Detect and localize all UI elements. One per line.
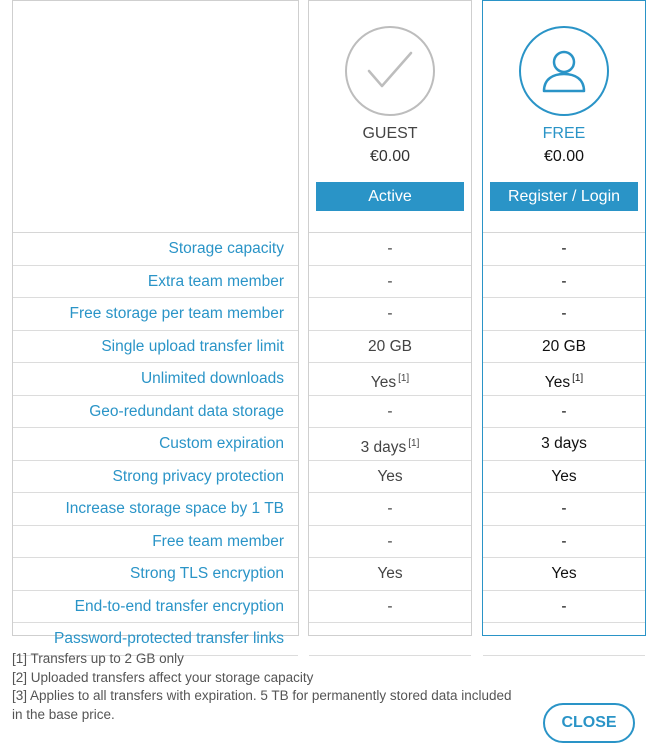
- plan-value-cell: [309, 493, 471, 526]
- plan-value-text: -: [561, 240, 567, 257]
- footnote: [3] Applies to all transfers with expiration. 5 TB for permanently stored data included in the base price.: [12, 688, 512, 722]
- plan-value-text: -: [561, 532, 567, 550]
- plan-value-text: Yes: [551, 467, 577, 485]
- feature-list: [13, 233, 298, 656]
- plan-value-text: -: [561, 597, 567, 615]
- plan-value-text: -: [561, 305, 567, 322]
- plan-value-cell: [483, 363, 645, 396]
- feature-label: Password-protected transfer links: [13, 623, 298, 656]
- plan-header-free: [483, 1, 645, 233]
- plan-name-guest: GUEST: [362, 125, 418, 142]
- plan-value-cell: [483, 331, 645, 364]
- footnote-reference: [1]: [408, 438, 420, 449]
- feature-label: End-to-end transfer encryption: [13, 591, 298, 624]
- plan-value-text: Yes: [544, 374, 571, 391]
- plan-value-text: -: [387, 500, 393, 517]
- plan-value-text: Yes: [551, 565, 577, 582]
- plan-value-cell: [483, 591, 645, 624]
- plan-value-text: -: [387, 240, 393, 257]
- plan-value-text: -: [387, 402, 393, 420]
- plan-value-text: -: [387, 532, 393, 550]
- plan-name-free: FREE: [542, 125, 586, 142]
- feature-label: Geo-redundant data storage: [13, 396, 298, 429]
- plan-value-cell: [309, 396, 471, 429]
- plan-value-text: -: [561, 272, 567, 290]
- feature-label: Storage capacity: [13, 233, 298, 266]
- check-icon: [345, 26, 435, 116]
- footnote-reference: [1]: [572, 373, 584, 384]
- footnotes: [12, 650, 512, 724]
- plan-header-guest: [309, 1, 471, 233]
- active-plan-button[interactable]: Active: [316, 182, 464, 211]
- plan-value-cell: [483, 526, 645, 559]
- feature-label: Unlimited downloads: [13, 363, 298, 396]
- plan-value-text: -: [387, 272, 393, 290]
- footnote: [1] Transfers up to 2 GB only: [12, 651, 184, 666]
- plan-value-cell: [483, 396, 645, 429]
- feature-label: Extra team member: [13, 266, 298, 299]
- feature-label: Strong privacy protection: [13, 461, 298, 494]
- feature-label: Increase storage space by 1 TB: [13, 493, 298, 526]
- plan-value-cell: [309, 266, 471, 299]
- plan-value-cell: [483, 428, 645, 461]
- feature-label: Custom expiration: [13, 428, 298, 461]
- plan-value-text: -: [561, 500, 567, 517]
- plan-column-free: [482, 0, 646, 636]
- plan-value-cell: [483, 233, 645, 266]
- plan-value-cell: [309, 526, 471, 559]
- plan-value-cell: [483, 558, 645, 591]
- plan-values-guest: [309, 233, 471, 656]
- plan-value-cell: [483, 298, 645, 331]
- feature-label: Free storage per team member: [13, 298, 298, 331]
- user-icon: [519, 26, 609, 116]
- plan-value-text: -: [387, 597, 393, 615]
- plan-value-text: Yes: [370, 374, 397, 391]
- footnote: [2] Uploaded transfers affect your storage capacity: [12, 669, 314, 685]
- close-button[interactable]: CLOSE: [543, 703, 635, 743]
- plan-price-guest: €0.00: [369, 148, 411, 165]
- plan-value-text: Yes: [377, 467, 403, 485]
- plan-value-cell: [309, 233, 471, 266]
- plan-column-guest: [308, 0, 472, 636]
- feature-label: Strong TLS encryption: [13, 558, 298, 591]
- feature-label: Free team member: [13, 526, 298, 559]
- plan-value-cell: [483, 266, 645, 299]
- plan-value-cell: [309, 461, 471, 494]
- register-login-button[interactable]: Register / Login: [490, 182, 638, 211]
- plan-value-cell: [309, 428, 471, 461]
- plan-value-text: 20 GB: [368, 337, 412, 355]
- plan-value-text: Yes: [377, 565, 403, 582]
- plan-value-cell: [483, 461, 645, 494]
- plan-value-text: 20 GB: [542, 337, 586, 355]
- plan-value-text: 3 days: [360, 439, 407, 456]
- plan-value-cell: [309, 331, 471, 364]
- plan-value-text: -: [561, 402, 567, 420]
- plan-value-cell: [483, 493, 645, 526]
- feature-labels-column: [12, 0, 299, 647]
- feature-label: Single upload transfer limit: [13, 331, 298, 364]
- plan-price-free: €0.00: [543, 148, 585, 165]
- plan-value-cell: [309, 591, 471, 624]
- plan-values-free: [483, 233, 645, 656]
- labels-header-spacer: [13, 1, 298, 233]
- footnote-reference: [1]: [398, 373, 410, 384]
- plan-value-cell: [309, 298, 471, 331]
- plan-value-cell: [309, 558, 471, 591]
- plan-value-cell: [309, 363, 471, 396]
- plan-value-text: -: [387, 305, 393, 322]
- plan-value-text: 3 days: [541, 435, 587, 452]
